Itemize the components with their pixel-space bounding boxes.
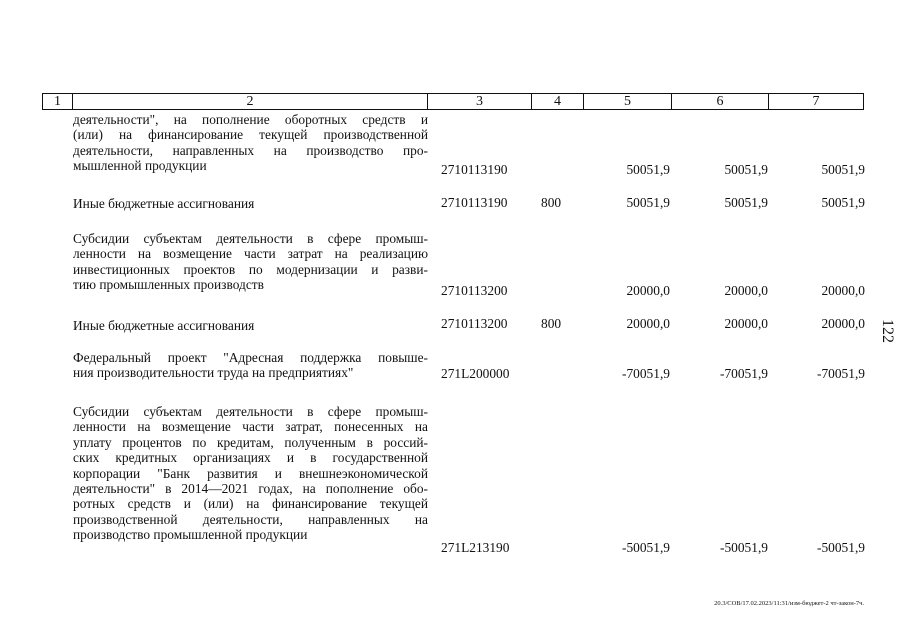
amount-col-6: 50051,9 xyxy=(724,162,768,177)
target-code: 271L200000 xyxy=(441,366,510,381)
header-col-3: 3 xyxy=(428,94,532,109)
table-row-description xyxy=(73,231,428,293)
description-line: ленности на возмещение части затрат на реализацию xyxy=(73,246,428,262)
description-line: (или) на финансирование текущей производственной xyxy=(73,127,428,143)
description-line: производственной деятельности, направленных на xyxy=(73,511,428,527)
amount-col-6: 50051,9 xyxy=(724,195,768,210)
amount-col-6: 20000,0 xyxy=(724,283,768,298)
description-line: Иные бюджетные ассигнования xyxy=(73,196,255,211)
table-row-description xyxy=(73,196,428,211)
description-line: мышленной продукции xyxy=(73,158,207,174)
description-line: инвестиционных проектов по модернизации и разви- xyxy=(73,261,428,277)
amount-col-7: -50051,9 xyxy=(817,540,865,555)
table-row-description xyxy=(73,318,428,333)
amount-col-7: 20000,0 xyxy=(821,316,865,331)
table-row-description xyxy=(73,404,428,543)
description-line: уплату процентов по кредитам, полученным в россий- xyxy=(73,434,428,450)
description-line: деятельности, направленных на производство про- xyxy=(73,142,428,158)
table-row-description xyxy=(73,112,428,174)
description-line: ния производительности труда на предприятиях" xyxy=(73,365,354,381)
amount-col-5: -70051,9 xyxy=(622,366,670,381)
description-line: ленности на возмещение части затрат, понесенных на xyxy=(73,419,428,435)
description-line: деятельности" в 2014—2021 годах, на пополнение обо- xyxy=(73,481,428,497)
expense-type: 800 xyxy=(541,195,562,210)
table-header-row xyxy=(42,93,864,110)
header-col-4: 4 xyxy=(532,94,584,109)
description-line: деятельности", на пополнение оборотных средств и xyxy=(73,112,428,127)
target-code: 2710113200 xyxy=(441,283,508,298)
description-line: ротных средств и (или) на финансирование текущей xyxy=(73,496,428,512)
description-line: Субсидии субъектам деятельности в сфере промыш- xyxy=(73,404,428,419)
amount-col-7: 20000,0 xyxy=(821,283,865,298)
description-line: ских кредитных организациях и в государственной xyxy=(73,450,428,466)
description-line: корпорации "Банк развития и внешнеэкономической xyxy=(73,465,428,481)
amount-col-7: 50051,9 xyxy=(821,162,865,177)
amount-col-7: -70051,9 xyxy=(817,366,865,381)
target-code: 271L213190 xyxy=(441,540,510,555)
header-col-5: 5 xyxy=(584,94,672,109)
amount-col-5: 50051,9 xyxy=(626,162,670,177)
description-line: Субсидии субъектам деятельности в сфере промыш- xyxy=(73,231,428,246)
amount-col-5: -50051,9 xyxy=(622,540,670,555)
footer-filename: 20.3/СОВ/17.02.2023/11:31/изм-бюджет-2 чт-закон-7ч. xyxy=(714,600,864,607)
amount-col-6: 20000,0 xyxy=(724,316,768,331)
header-col-7: 7 xyxy=(812,94,820,109)
table-row-description xyxy=(73,350,428,381)
amount-col-6: -70051,9 xyxy=(720,366,768,381)
header-col-2: 2 xyxy=(73,94,428,109)
amount-col-7: 50051,9 xyxy=(821,195,865,210)
description-line: производство промышленной продукции xyxy=(73,527,308,543)
target-code: 2710113190 xyxy=(441,162,508,177)
header-col-1: 1 xyxy=(43,94,73,109)
target-code: 2710113190 xyxy=(441,195,508,210)
amount-col-6: -50051,9 xyxy=(720,540,768,555)
amount-col-5: 50051,9 xyxy=(626,195,670,210)
description-line: Иные бюджетные ассигнования xyxy=(73,318,255,333)
amount-col-5: 20000,0 xyxy=(626,283,670,298)
header-col-6: 6 xyxy=(672,94,769,109)
expense-type: 800 xyxy=(541,316,562,331)
target-code: 2710113200 xyxy=(441,316,508,331)
description-line: тию промышленных производств xyxy=(73,277,264,293)
description-line: Федеральный проект "Адресная поддержка повыше- xyxy=(73,350,428,365)
page-number: 122 xyxy=(879,319,896,343)
amount-col-5: 20000,0 xyxy=(626,316,670,331)
